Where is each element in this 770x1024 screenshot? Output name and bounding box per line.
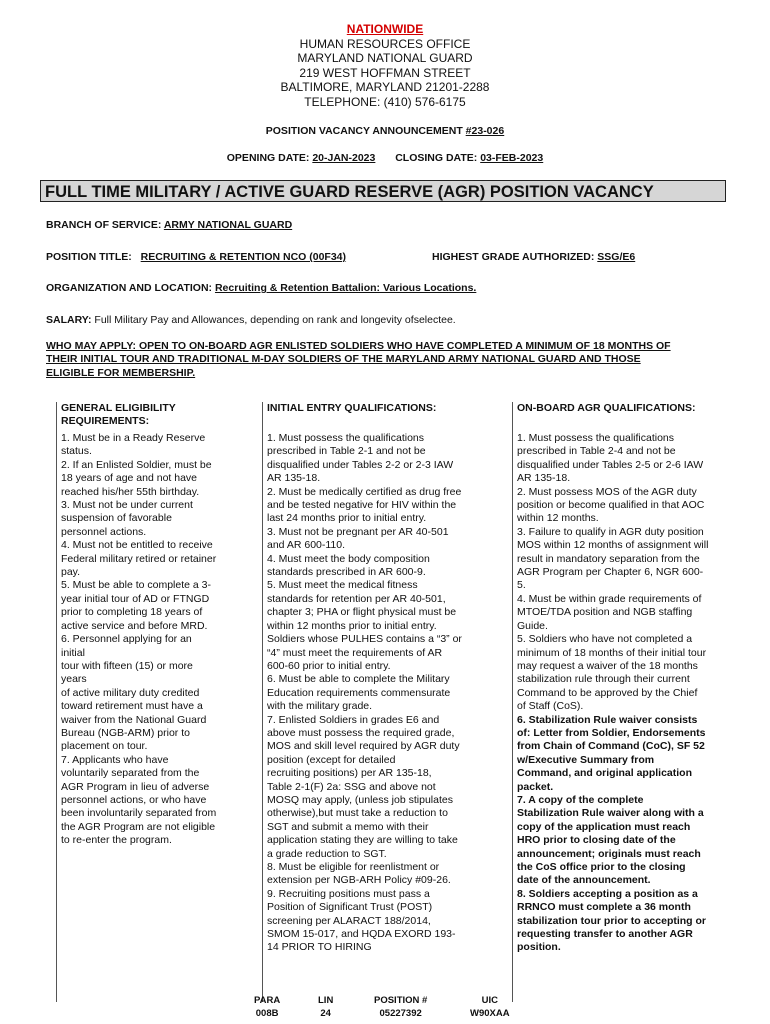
requirement-line: prescribed in Table 2-1 and not be <box>267 445 426 458</box>
requirement-line: chapter 3; PHA or flight physical must be <box>267 606 457 619</box>
organization-label: ORGANIZATION AND LOCATION: <box>46 282 215 294</box>
general-eligibility-body <box>61 432 237 848</box>
requirement-line: application stating they are willing to take <box>267 834 458 847</box>
requirement-line: stabilization tour prior to accepting or <box>517 914 707 927</box>
requirement-line: 4. Must meet the body composition <box>267 552 430 565</box>
requirement-line: 1. Must be in a Ready Reserve <box>61 432 206 444</box>
header-line: TELEPHONE: (410) 576-6175 <box>304 94 466 109</box>
requirement-line: 4. Must not be entitled to receive <box>61 539 213 552</box>
requirement-line: result in mandatory separation from the <box>517 552 700 565</box>
requirement-line: 2. If an Enlisted Soldier, must be <box>61 458 212 471</box>
requirement-line: extension per NGB-ARH Policy #09-26. <box>267 874 451 887</box>
requirement-line: personnel actions, or who have <box>61 793 207 806</box>
requirement-line: personnel actions. <box>61 525 147 538</box>
onboard-agr-heading: ON-BOARD AGR QUALIFICATIONS: <box>517 402 696 414</box>
requirement-line: suspension of favorable <box>61 512 172 525</box>
requirement-line: AR 135-18. <box>267 472 321 485</box>
initial-entry-column <box>262 402 497 1002</box>
requirement-line: otherwise),but must take a reduction to <box>267 807 448 820</box>
footer-value: W90XAA <box>470 1008 510 1019</box>
organization-value: Recruiting & Retention Battalion: Various Locations. <box>214 282 477 294</box>
opening-date: 20-JAN-2023 <box>312 152 376 164</box>
requirement-line: minimum of 18 months of their initial tour <box>517 646 707 659</box>
requirement-line: placement on tour. <box>61 740 148 753</box>
requirement-line: 8. Must be eligible for reenlistment or <box>267 861 440 873</box>
requirement-line: toward retirement must have a <box>61 700 203 713</box>
requirement-line: 2. Must be medically certified as drug free <box>267 485 462 498</box>
header <box>0 22 770 110</box>
requirement-line: 1. Must possess the qualifications <box>267 432 424 444</box>
requirement-line: AGR Program in lieu of adverse <box>61 780 210 793</box>
requirement-line: Stabilization Rule waiver along with a <box>517 807 704 820</box>
requirement-line: 7. Applicants who have <box>61 753 169 766</box>
requirement-line: “4” must meet the requirements of AR <box>267 646 443 659</box>
branch-value: ARMY NATIONAL GUARD <box>163 219 293 231</box>
requirement-line: been involuntarily separated from <box>61 807 217 820</box>
opening-label: OPENING DATE: <box>226 152 313 164</box>
announcement-number-line <box>0 125 770 137</box>
header-org: NATIONWIDE <box>346 22 424 36</box>
requirement-line: 6. Must be able to complete the Military <box>267 673 450 686</box>
requirement-line: pay. <box>61 566 81 579</box>
closing-label: CLOSING DATE: <box>395 152 481 164</box>
requirement-line: waiver from the National Guard <box>61 713 207 726</box>
requirement-line: the CoS office prior to the closing <box>517 861 686 873</box>
requirement-line: announcement; originals must reach <box>517 847 701 860</box>
requirement-line: MOS within 12 months of assignment will <box>517 539 709 552</box>
requirement-line: w/Executive Summary from <box>517 753 655 766</box>
requirement-line: voluntarily separated from the <box>61 767 200 780</box>
requirement-line: prescribed in Table 2-4 and not be <box>517 445 676 458</box>
requirement-line: status. <box>61 445 92 458</box>
requirement-line: AR 135-18. <box>517 472 571 485</box>
requirement-line: 18 years of age and not have <box>61 472 198 485</box>
announcement-number: #23-026 <box>465 125 505 137</box>
requirement-line: SMOM 15-017, and HQDA EXORD 193- <box>267 928 456 941</box>
requirement-line: Guide. <box>517 619 548 632</box>
requirement-line: 5. Must be able to complete a 3- <box>61 579 211 592</box>
grade-label: HIGHEST GRADE AUTHORIZED: <box>432 251 598 263</box>
header-line: BALTIMORE, MARYLAND 21201-2288 <box>280 80 490 95</box>
requirement-line: year initial tour of AD or FTNGD <box>61 592 210 605</box>
onboard-agr-body <box>517 432 731 955</box>
footer-label: LIN <box>318 995 334 1006</box>
requirement-line: Soldiers whose PULHES contains a “3” or <box>267 633 462 646</box>
who-may-apply <box>46 340 736 380</box>
requirement-line: reached his/her 55th birthday. <box>61 485 200 498</box>
requirement-line: and be tested negative for HIV within the <box>267 499 457 512</box>
requirement-line: Federal military retired or retainer <box>61 552 217 565</box>
branch-label: BRANCH OF SERVICE: <box>46 219 164 231</box>
requirement-line: position. <box>517 941 561 954</box>
requirement-line: 9. Recruiting positions must pass a <box>267 887 430 900</box>
requirement-line: 4. Must be within grade requirements of <box>517 592 702 605</box>
requirement-line: disqualified under Tables 2-2 or 2-3 IAW <box>267 458 454 471</box>
requirement-line: prior to completing 18 years of <box>61 606 203 619</box>
requirement-line: 6. Personnel applying for an <box>61 633 192 646</box>
requirement-line: position (except for detailed <box>267 753 396 766</box>
requirement-line: copy of the application must reach <box>517 820 691 833</box>
general-eligibility-heading: GENERAL ELIGIBILITY REQUIREMENTS: <box>61 402 176 428</box>
requirement-line: Bureau (NGB-ARM) prior to <box>61 726 190 739</box>
page-title: FULL TIME MILITARY / ACTIVE GUARD RESERVE (AGR) POSITION VACANCY <box>40 180 726 202</box>
requirement-line: 600-60 prior to initial entry. <box>267 659 391 672</box>
initial-entry-body <box>267 432 492 955</box>
requirement-line: Command to be approved by the Chief <box>517 686 698 699</box>
footer-label: UIC <box>481 995 498 1006</box>
dates-line <box>0 152 770 164</box>
requirement-line: 1. Must possess the qualifications <box>517 432 674 444</box>
requirement-line: of active military duty credited <box>61 686 200 699</box>
requirement-line: last 24 months prior to initial entry. <box>267 512 427 525</box>
requirement-line: within 12 months. <box>517 512 599 525</box>
requirement-line: of: Letter from Soldier, Endorsements <box>517 726 706 739</box>
salary-field <box>46 314 456 326</box>
general-eligibility-column <box>56 402 241 1002</box>
requirement-line: disqualified under Tables 2-5 or 2-6 IAW <box>517 458 704 471</box>
requirement-line: requesting transfer to another AGR <box>517 928 693 941</box>
grade-value: SSG/E6 <box>597 251 636 263</box>
requirement-line: position or become qualified in that AOC <box>517 499 705 512</box>
requirement-line: Command, and original application <box>517 767 693 780</box>
requirement-line: 3. Failure to qualify in AGR duty position <box>517 525 704 538</box>
requirement-line: with the military grade. <box>267 700 373 713</box>
requirement-line: SGT and submit a memo with their <box>267 820 429 833</box>
requirement-line: 2. Must possess MOS of the AGR duty <box>517 485 697 498</box>
header-line: 219 WEST HOFFMAN STREET <box>299 65 471 80</box>
salary-value: Full Military Pay and Allowances, depending on rank and longevity ofselectee. <box>91 314 456 326</box>
salary-label: SALARY: <box>46 314 92 326</box>
requirement-line: date of the announcement. <box>517 874 651 887</box>
requirement-line: recruiting positions) per AR 135-18, <box>267 767 432 780</box>
position-label: POSITION TITLE: <box>46 251 135 263</box>
requirement-line: packet. <box>517 780 554 793</box>
footer-position <box>374 994 427 1020</box>
who-may-apply-line: WHO MAY APPLY: OPEN TO ON-BOARD AGR ENLISTED SOLDIERS WHO HAVE COMPLETED A MINIMUM OF 18 MONTHS OF <box>46 340 671 352</box>
requirement-line: may request a waiver of the 18 months <box>517 659 698 672</box>
requirement-line: 14 PRIOR TO HIRING <box>267 941 372 954</box>
footer-label: PARA <box>254 995 281 1006</box>
requirement-line: standards for retention per AR 40-501, <box>267 592 446 605</box>
closing-date: 03-FEB-2023 <box>480 152 544 164</box>
grade-field <box>432 251 635 263</box>
requirement-line: stabilization rule through their current <box>517 673 690 686</box>
requirement-line: 3. Must not be under current <box>61 499 193 512</box>
requirement-line: 7. Enlisted Soldiers in grades E6 and <box>267 713 440 726</box>
who-may-apply-line: ELIGIBLE FOR MEMBERSHIP. <box>46 366 196 379</box>
requirement-line: the AGR Program are not eligible <box>61 820 216 833</box>
requirement-line: 8. Soldiers accepting a position as a <box>517 887 698 900</box>
onboard-agr-column <box>512 402 737 1002</box>
requirement-line: tour with fifteen (15) or more <box>61 659 193 672</box>
requirement-line: HRO prior to closing date of the <box>517 834 676 847</box>
header-line: HUMAN RESOURCES OFFICE <box>299 36 471 51</box>
requirement-line: 5. Soldiers who have not completed a <box>517 633 693 646</box>
footer-uic <box>470 994 510 1020</box>
requirement-line: MOSQ may apply, (unless job stipulates <box>267 793 453 806</box>
requirement-line: from Chain of Command (CoC), SF 52 <box>517 740 705 753</box>
requirement-line: to re-enter the program. <box>61 834 172 847</box>
requirement-line: a grade reduction to SGT. <box>267 847 387 860</box>
initial-entry-heading: INITIAL ENTRY QUALIFICATIONS: <box>267 402 437 414</box>
announcement-label: POSITION VACANCY ANNOUNCEMENT <box>265 125 466 137</box>
requirement-line: AGR Program per Chapter 6, NGR 600- <box>517 566 704 579</box>
requirement-line: 6. Stabilization Rule waiver consists <box>517 713 698 726</box>
requirement-line: 5. Must meet the medical fitness <box>267 579 418 592</box>
requirement-line: 5. <box>517 579 526 592</box>
requirement-line: Position of Significant Trust (POST) <box>267 901 433 914</box>
requirement-line: and AR 600-110. <box>267 539 346 552</box>
footer-value: 05227392 <box>379 1008 422 1019</box>
header-line: MARYLAND NATIONAL GUARD <box>297 51 473 66</box>
branch-field <box>46 219 292 231</box>
requirement-line: 7. A copy of the complete <box>517 793 644 806</box>
requirement-line: initial <box>61 646 85 659</box>
footer-para <box>254 994 280 1020</box>
footer-lin <box>318 994 333 1020</box>
requirement-line: Table 2-1(F) 2a: SSG and above not <box>267 780 436 793</box>
position-value: RECRUITING & RETENTION NCO (00F34) <box>140 251 347 263</box>
requirement-line: MTOE/TDA position and NGB staffing <box>517 606 693 619</box>
requirement-line: 3. Must not be pregnant per AR 40-501 <box>267 525 449 538</box>
requirement-line: screening per ALARACT 188/2014, <box>267 914 431 927</box>
who-may-apply-line: THEIR INITIAL TOUR AND TRADITIONAL M-DAY SOLDIERS OF THE MARYLAND ARMY NATIONAL GUARD AND THOSE <box>46 353 641 366</box>
footer-value: 008B <box>255 1008 279 1019</box>
requirement-line: years <box>61 673 87 686</box>
requirement-line: RRNCO must complete a 36 month <box>517 901 691 914</box>
requirement-line: within 12 months prior to initial entry. <box>267 619 437 632</box>
requirement-line: Education requirements commensurate <box>267 686 451 699</box>
footer-label: POSITION # <box>374 995 428 1006</box>
requirement-line: of Staff (CoS). <box>517 700 584 713</box>
requirement-line: MOS and skill level required by AGR duty <box>267 740 460 753</box>
requirement-line: active service and before MRD. <box>61 619 208 632</box>
requirement-line: standards prescribed in AR 600-9. <box>267 566 426 579</box>
footer-value: 24 <box>320 1008 331 1019</box>
organization-field <box>46 282 476 294</box>
position-field <box>46 251 346 263</box>
requirement-line: above must possess the required grade, <box>267 726 455 739</box>
